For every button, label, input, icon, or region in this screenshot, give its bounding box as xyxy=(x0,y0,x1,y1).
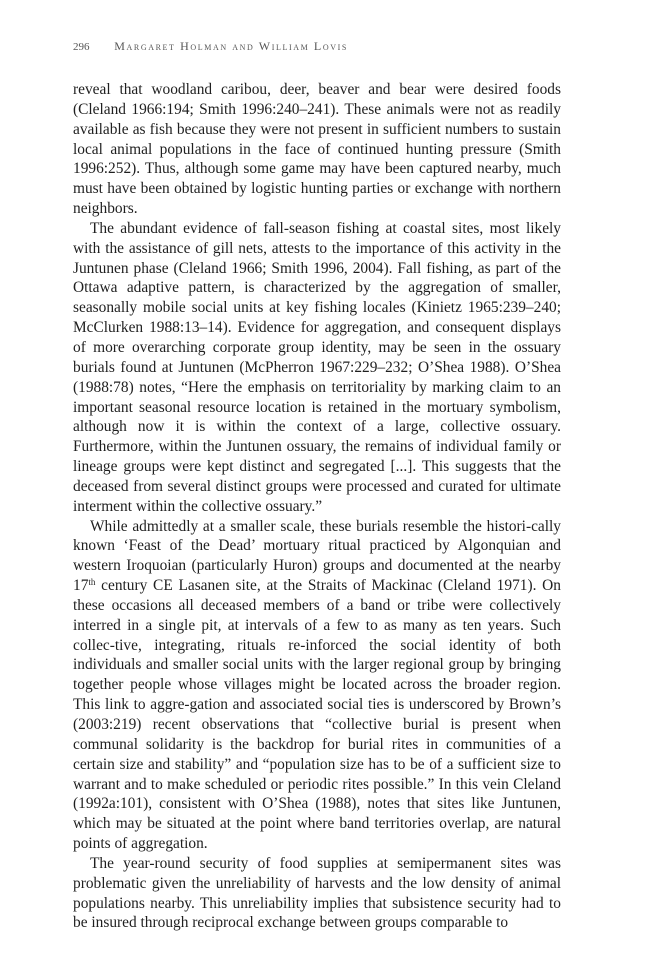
page-number: 296 xyxy=(73,41,90,53)
paragraph-3-text-before: While admittedly at a smaller scale, these burials resemble the histori-cally known ‘Feast of the Dead’ mortuary ritual practiced by Algonquian and western Iroquoian (particularly Huron) groups and documented at the nearby 17 xyxy=(73,517,561,595)
paragraph-4: The year-round security of food supplies at semipermanent sites was problematic given the unreliability of harvests and the low density of animal populations nearby. This unreliability implies that subsistence security had to be insured through reciprocal exchange between groups comparable to xyxy=(73,854,561,932)
running-head-authors: Margaret Holman and William Lovis xyxy=(114,39,348,53)
paragraph-1: reveal that woodland caribou, deer, beaver and bear were desired foods (Cleland 1966:194; Smith 1996:240–241). These animals were not as readily available as fish because they were not present in sufficient numbers to sustain local animal populations in the face of continued hunting pressure (Smith 1996:252). Thus, although some game may have been captured nearby, much must have been obtained by logistic hunting parties or exchange with northern neighbors. xyxy=(73,81,561,218)
running-head xyxy=(73,39,561,55)
body-text xyxy=(73,80,561,933)
paragraph-3-text-after: century CE Lasanen site, at the Straits of Mackinac (Cleland 1971). On these occasions all deceased members of a band or tribe were collectively interred in a single pit, at intervals of a few to as many as ten years. Such collec-tive, integrating, rituals re-inforced the social identity of both individuals and smaller social units with the larger regional group by bringing together people whose villages might be located across the broader region. This link to aggre-gation and associated social ties is underscored by Brown’s (2003:219) recent observations that “collective burial is present when communal solidarity is the backdrop for burial rites in communities of a certain size and stability” and “population size has to be of a sufficient size to warrant and to make scheduled or periodic rites possible.” In this vein Cleland (1992a:101), consistent with O’Shea (1988), notes that sites like Juntunen, which may be situated at the point where band territories overlap, are natural points of aggregation. xyxy=(73,577,561,853)
paragraph-3 xyxy=(73,517,561,854)
ordinal-superscript: th xyxy=(88,577,96,588)
paragraph-2: The abundant evidence of fall-season fishing at coastal sites, most likely with the assistance of gill nets, attests to the importance of this activity in the Juntunen phase (Cleland 1966; Smith 1996, 2004). Fall fishing, as part of the Ottawa adaptive pattern, is characterized by the aggregation of smaller, seasonally mobile social units at key fishing locales (Kinietz 1965:239–240; McClurken 1988:13–14). Evidence for aggregation, and consequent displays of more overarching corporate group identity, may be seen in the ossuary burials found at Juntunen (McPherron 1967:229–232; O’Shea 1988). O’Shea (1988:78) notes, “Here the emphasis on territoriality by marking claim to an important seasonal resource location is retained in the mortuary symbolism, although now it is within the context of a large, collective ossuary. Furthermore, within the Juntunen ossuary, the remains of individual family or lineage groups were kept distinct and segregated [...]. This suggests that the deceased from several distinct groups were processed and curated for ultimate interment within the collective ossuary.” xyxy=(73,219,561,515)
